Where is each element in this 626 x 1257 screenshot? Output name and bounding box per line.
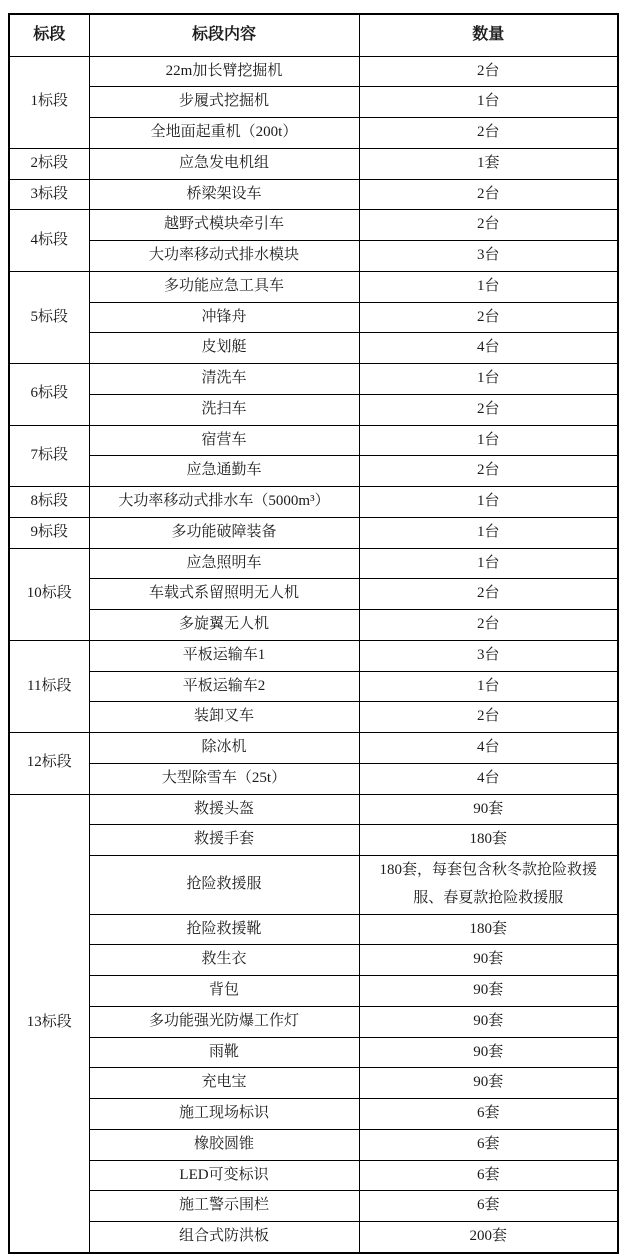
table-row (9, 333, 618, 364)
item-quantity-cell: 1台 (359, 487, 618, 518)
item-quantity-cell: 2台 (359, 702, 618, 733)
table-row (9, 579, 618, 610)
item-content-cell: 背包 (89, 976, 359, 1007)
section-label-cell: 1标段 (9, 56, 89, 148)
item-quantity-cell: 200套 (359, 1222, 618, 1253)
item-quantity-cell: 6套 (359, 1099, 618, 1130)
table-row (9, 179, 618, 210)
bid-sections-table (8, 13, 619, 1254)
item-content-cell: 步履式挖掘机 (89, 87, 359, 118)
item-quantity-cell: 1台 (359, 364, 618, 395)
table-row (9, 702, 618, 733)
table-row (9, 733, 618, 764)
item-content-cell: 雨靴 (89, 1037, 359, 1068)
table-row (9, 856, 618, 915)
item-content-cell: 22m加长臂挖掘机 (89, 56, 359, 87)
section-label-cell: 2标段 (9, 148, 89, 179)
table-row (9, 394, 618, 425)
item-content-cell: LED可变标识 (89, 1160, 359, 1191)
table-row (9, 241, 618, 272)
item-content-cell: 救援头盔 (89, 794, 359, 825)
section-label-cell: 6标段 (9, 364, 89, 426)
item-content-cell: 施工警示围栏 (89, 1191, 359, 1222)
item-quantity-cell: 90套 (359, 1068, 618, 1099)
item-content-cell: 多功能应急工具车 (89, 271, 359, 302)
table-row (9, 1129, 618, 1160)
section-label-cell: 3标段 (9, 179, 89, 210)
table-row (9, 517, 618, 548)
item-content-cell: 多功能强光防爆工作灯 (89, 1006, 359, 1037)
table-row (9, 945, 618, 976)
item-quantity-cell: 180套 (359, 914, 618, 945)
item-quantity-cell: 4台 (359, 333, 618, 364)
table-row (9, 763, 618, 794)
item-content-cell: 抢险救援靴 (89, 914, 359, 945)
table-row (9, 610, 618, 641)
item-content-cell: 大功率移动式排水模块 (89, 241, 359, 272)
item-content-cell: 充电宝 (89, 1068, 359, 1099)
table-row (9, 118, 618, 149)
table-row (9, 1222, 618, 1253)
item-content-cell: 大功率移动式排水车（5000m³） (89, 487, 359, 518)
item-quantity-cell: 2台 (359, 56, 618, 87)
item-quantity-cell: 6套 (359, 1129, 618, 1160)
item-quantity-cell: 3台 (359, 241, 618, 272)
item-quantity-cell: 4台 (359, 733, 618, 764)
table-header-row (9, 14, 618, 56)
item-content-cell: 冲锋舟 (89, 302, 359, 333)
item-quantity-cell: 2台 (359, 179, 618, 210)
table-row (9, 148, 618, 179)
table-row (9, 640, 618, 671)
item-content-cell: 抢险救援服 (89, 856, 359, 915)
table-row (9, 56, 618, 87)
item-content-cell: 越野式模块牵引车 (89, 210, 359, 241)
table-row (9, 87, 618, 118)
table-row (9, 271, 618, 302)
table-row (9, 671, 618, 702)
table-row (9, 364, 618, 395)
item-content-cell: 橡胶圆锥 (89, 1129, 359, 1160)
item-quantity-cell: 2台 (359, 118, 618, 149)
item-content-cell: 多功能破障装备 (89, 517, 359, 548)
table-row (9, 487, 618, 518)
item-content-cell: 宿营车 (89, 425, 359, 456)
item-quantity-cell: 4台 (359, 763, 618, 794)
table-row (9, 1160, 618, 1191)
section-label-cell: 13标段 (9, 794, 89, 1253)
item-quantity-cell: 1台 (359, 548, 618, 579)
section-label-cell: 4标段 (9, 210, 89, 272)
item-content-cell: 洗扫车 (89, 394, 359, 425)
item-quantity-cell: 2台 (359, 302, 618, 333)
table-row (9, 456, 618, 487)
item-content-cell: 装卸叉车 (89, 702, 359, 733)
item-content-cell: 应急照明车 (89, 548, 359, 579)
item-content-cell: 皮划艇 (89, 333, 359, 364)
item-quantity-cell: 6套 (359, 1160, 618, 1191)
table-row (9, 1037, 618, 1068)
item-content-cell: 清洗车 (89, 364, 359, 395)
table-row (9, 1006, 618, 1037)
table-row (9, 825, 618, 856)
table-row (9, 794, 618, 825)
item-quantity-cell: 1台 (359, 517, 618, 548)
item-quantity-cell: 1台 (359, 271, 618, 302)
item-content-cell: 平板运输车2 (89, 671, 359, 702)
section-label-cell: 7标段 (9, 425, 89, 487)
section-label-cell: 8标段 (9, 487, 89, 518)
section-label-cell: 11标段 (9, 640, 89, 732)
item-quantity-cell: 180套 (359, 825, 618, 856)
item-content-cell: 全地面起重机（200t） (89, 118, 359, 149)
section-label-cell: 10标段 (9, 548, 89, 640)
section-label-cell: 5标段 (9, 271, 89, 363)
item-quantity-cell: 1台 (359, 671, 618, 702)
item-quantity-cell: 1台 (359, 425, 618, 456)
item-content-cell: 施工现场标识 (89, 1099, 359, 1130)
item-quantity-cell: 1台 (359, 87, 618, 118)
item-quantity-cell: 90套 (359, 1006, 618, 1037)
table-row (9, 1099, 618, 1130)
item-quantity-cell: 2台 (359, 456, 618, 487)
item-content-cell: 平板运输车1 (89, 640, 359, 671)
table-row (9, 548, 618, 579)
section-label-cell: 12标段 (9, 733, 89, 795)
item-content-cell: 多旋翼无人机 (89, 610, 359, 641)
item-quantity-cell: 180套，每套包含秋冬款抢险救援服、春夏款抢险救援服 (359, 856, 618, 915)
item-quantity-cell: 2台 (359, 210, 618, 241)
item-quantity-cell: 1套 (359, 148, 618, 179)
item-content-cell: 应急通勤车 (89, 456, 359, 487)
header-cell-content: 标段内容 (89, 14, 359, 56)
table-row (9, 1068, 618, 1099)
table-row (9, 302, 618, 333)
header-cell-quantity: 数量 (359, 14, 618, 56)
table-row (9, 976, 618, 1007)
section-label-cell: 9标段 (9, 517, 89, 548)
header-cell-section: 标段 (9, 14, 89, 56)
item-quantity-cell: 90套 (359, 794, 618, 825)
table-row (9, 210, 618, 241)
item-quantity-cell: 90套 (359, 945, 618, 976)
item-content-cell: 组合式防洪板 (89, 1222, 359, 1253)
item-quantity-cell: 2台 (359, 394, 618, 425)
item-quantity-cell: 2台 (359, 579, 618, 610)
item-quantity-cell: 3台 (359, 640, 618, 671)
item-content-cell: 救援手套 (89, 825, 359, 856)
item-content-cell: 桥梁架设车 (89, 179, 359, 210)
item-quantity-cell: 90套 (359, 1037, 618, 1068)
item-content-cell: 救生衣 (89, 945, 359, 976)
item-content-cell: 大型除雪车（25t） (89, 763, 359, 794)
item-content-cell: 除冰机 (89, 733, 359, 764)
table-row (9, 1191, 618, 1222)
table-row (9, 914, 618, 945)
table-row (9, 425, 618, 456)
item-quantity-cell: 90套 (359, 976, 618, 1007)
item-content-cell: 车载式系留照明无人机 (89, 579, 359, 610)
item-content-cell: 应急发电机组 (89, 148, 359, 179)
item-quantity-cell: 2台 (359, 610, 618, 641)
item-quantity-cell: 6套 (359, 1191, 618, 1222)
table-body (9, 56, 618, 1253)
